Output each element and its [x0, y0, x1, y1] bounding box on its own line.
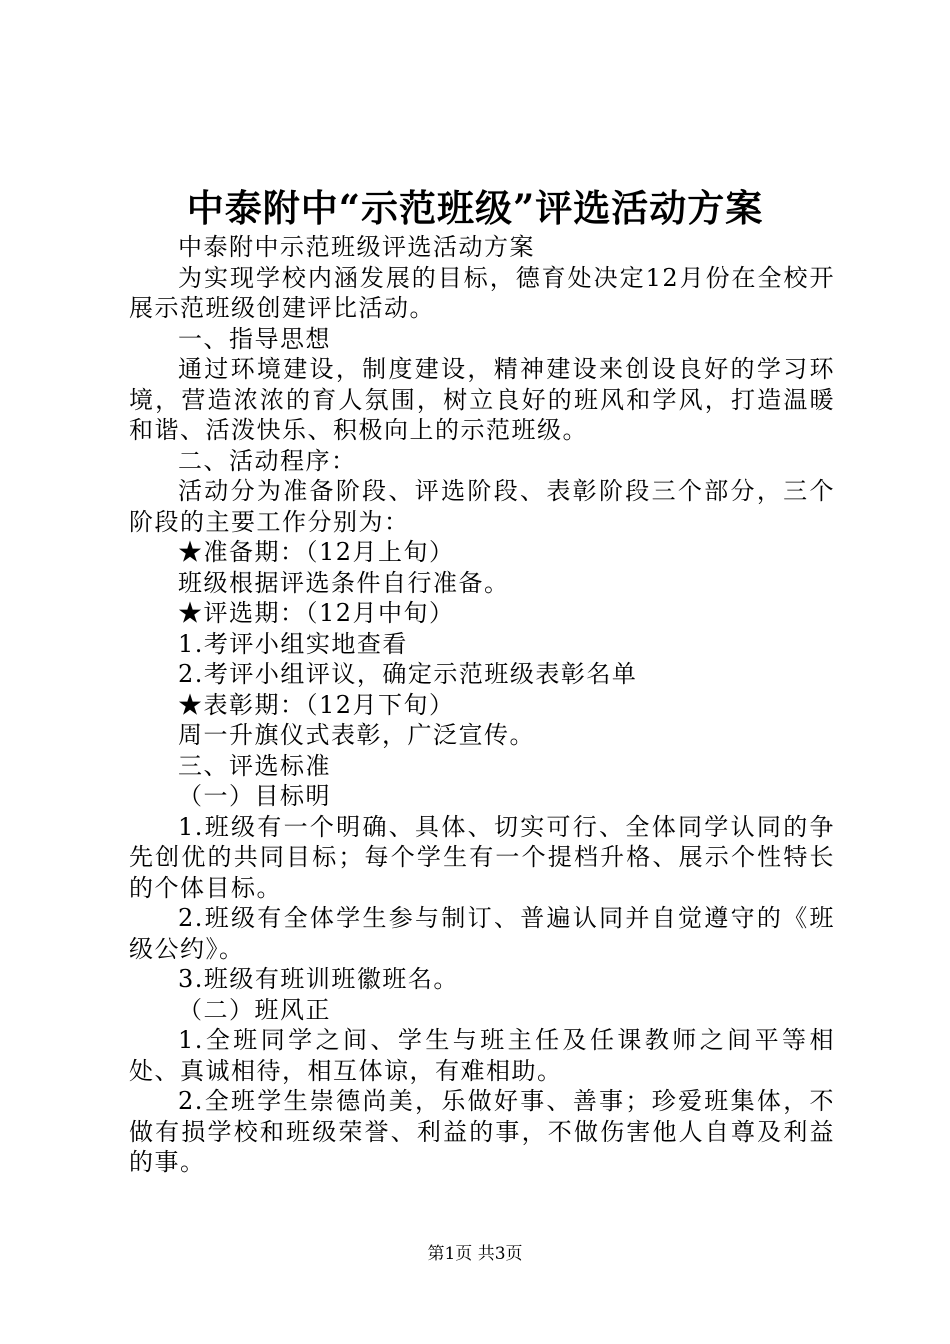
subsection-heading: （一）目标明	[178, 782, 331, 810]
section-heading: 一、指导思想	[178, 324, 331, 353]
document-body	[129, 232, 835, 1178]
section-heading: 二、活动程序：	[178, 446, 357, 475]
list-item: 2.班级有全体学生参与制订、普遍认同并自觉遵守的《班级公约》。	[129, 904, 835, 963]
stage-heading: ★表彰期：（12月下旬）	[178, 690, 455, 719]
paragraph: 为实现学校内涵发展的目标，德育处决定12月份在全校开展示范班级创建评比活动。	[129, 263, 835, 322]
list-item: 1.全班同学之间、学生与班主任及任课教师之间平等相处、真诚相待，相互体谅，有难相助。	[129, 1026, 835, 1085]
paragraph: 通过环境建设，制度建设，精神建设来创设良好的学习环境，营造浓浓的育人氛围，树立良好的班风和学风，打造温暖和谐、活泼快乐、积极向上的示范班级。	[129, 355, 835, 444]
document-title: 中泰附中“示范班级”评选活动方案	[186, 186, 764, 230]
list-item: 1.班级有一个明确、具体、切实可行、全体同学认同的争先创优的共同目标；每个学生有一个提档升格、展示个性特长的个体目标。	[129, 812, 835, 902]
list-item: 1.考评小组实地查看	[178, 629, 408, 658]
stage-heading: ★评选期：（12月中旬）	[178, 599, 455, 627]
list-item: 2.考评小组评议，确定示范班级表彰名单	[178, 660, 638, 688]
paragraph: 周一升旗仪式表彰，广泛宣传。	[178, 721, 535, 749]
stage-heading: ★准备期：（12月上旬）	[178, 538, 455, 566]
list-item: 2.全班学生崇德尚美，乐做好事、善事；珍爱班集体，不做有损学校和班级荣誉、利益的事，不做伤害他人自尊及利益的事。	[129, 1087, 835, 1176]
page-number-footer: 第1页 共3页	[427, 1244, 523, 1264]
paragraph: 班级根据评选条件自行准备。	[178, 568, 510, 597]
paragraph: 中泰附中示范班级评选活动方案	[178, 233, 535, 261]
paragraph: 活动分为准备阶段、评选阶段、表彰阶段三个部分，三个阶段的主要工作分别为：	[129, 477, 835, 536]
subsection-heading: （二）班风正	[178, 995, 331, 1024]
list-item: 3.班级有班训班徽班名。	[178, 965, 459, 993]
section-heading: 三、评选标准	[178, 751, 331, 780]
